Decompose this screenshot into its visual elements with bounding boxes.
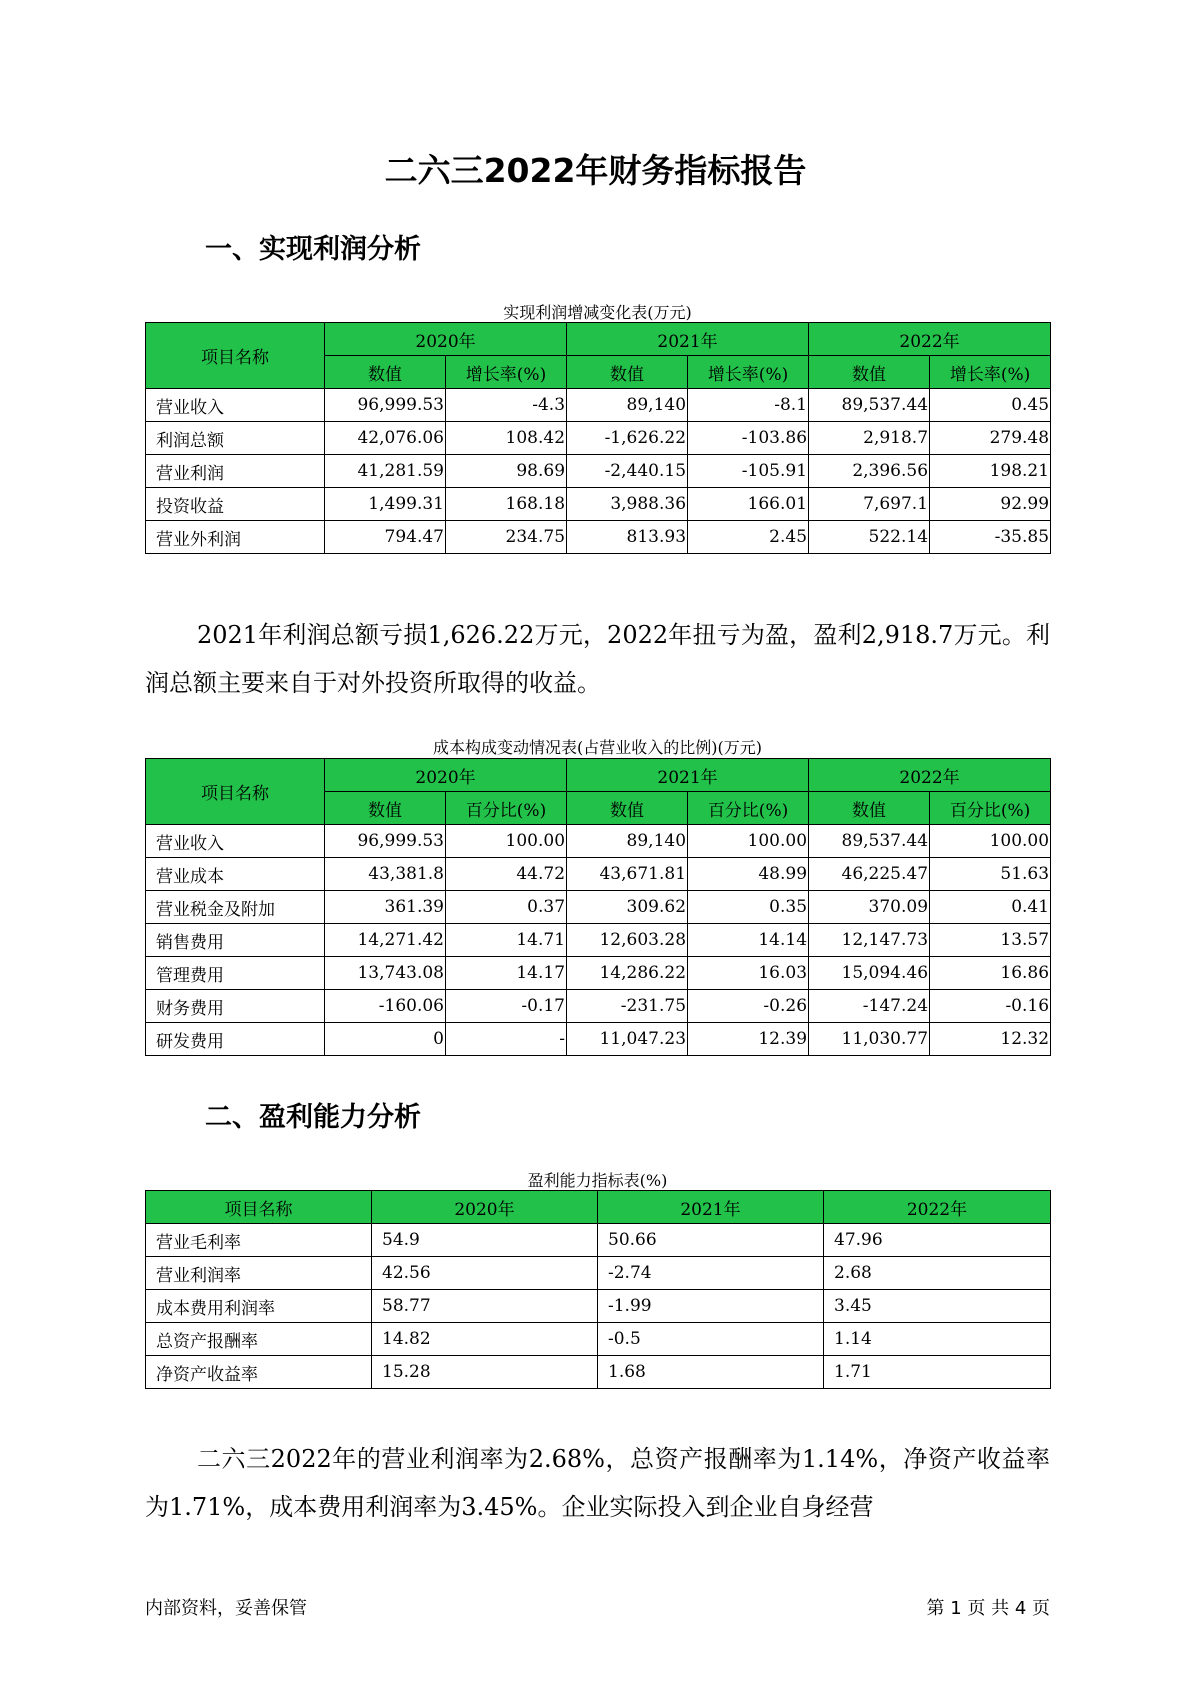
cost-structure-table xyxy=(145,758,1051,1056)
value-cell: 15.28 xyxy=(372,1356,598,1389)
value-cell: -160.06 xyxy=(325,990,446,1023)
value-cell: 0 xyxy=(325,1023,446,1056)
table-caption-profit-change: 实现利润增减变化表(万元) xyxy=(503,303,692,322)
value-cell: 42,076.06 xyxy=(325,422,446,455)
value-cell: 166.01 xyxy=(688,488,809,521)
table-row xyxy=(146,1290,1051,1323)
subheader-value: 数值 xyxy=(809,356,930,389)
subheader-value: 数值 xyxy=(567,356,688,389)
table-row xyxy=(146,521,1051,554)
value-cell: 370.09 xyxy=(809,891,930,924)
value-cell: 14,286.22 xyxy=(567,957,688,990)
header-year: 2020年 xyxy=(325,759,567,792)
table-row xyxy=(146,488,1051,521)
subheader-value: 数值 xyxy=(325,792,446,825)
value-cell: 234.75 xyxy=(446,521,567,554)
value-cell: -1,626.22 xyxy=(567,422,688,455)
value-cell: 89,140 xyxy=(567,825,688,858)
value-cell: 0.35 xyxy=(688,891,809,924)
value-cell: 14.71 xyxy=(446,924,567,957)
value-cell: 108.42 xyxy=(446,422,567,455)
value-cell: 12.32 xyxy=(930,1023,1051,1056)
subheader-percent: 百分比(%) xyxy=(688,792,809,825)
subheader-value: 数值 xyxy=(809,792,930,825)
header-year: 2021年 xyxy=(598,1191,824,1224)
value-cell: -0.17 xyxy=(446,990,567,1023)
row-label-cell: 营业利润 xyxy=(146,455,325,488)
header-year: 2022年 xyxy=(824,1191,1051,1224)
table-row xyxy=(146,825,1051,858)
value-cell: 42.56 xyxy=(372,1257,598,1290)
table-row xyxy=(146,1323,1051,1356)
row-label-cell: 成本费用利润率 xyxy=(146,1290,372,1323)
value-cell: 48.99 xyxy=(688,858,809,891)
header-year: 2022年 xyxy=(809,323,1051,356)
row-label-cell: 管理费用 xyxy=(146,957,325,990)
row-label-cell: 总资产报酬率 xyxy=(146,1323,372,1356)
value-cell: -103.86 xyxy=(688,422,809,455)
value-cell: 361.39 xyxy=(325,891,446,924)
value-cell: -0.26 xyxy=(688,990,809,1023)
value-cell: 50.66 xyxy=(598,1224,824,1257)
header-year: 2021年 xyxy=(567,323,809,356)
value-cell: 0.45 xyxy=(930,389,1051,422)
value-cell: 2.68 xyxy=(824,1257,1051,1290)
header-year: 2021年 xyxy=(567,759,809,792)
value-cell: 12.39 xyxy=(688,1023,809,1056)
row-label-cell: 营业成本 xyxy=(146,858,325,891)
value-cell: 14.17 xyxy=(446,957,567,990)
value-cell: 198.21 xyxy=(930,455,1051,488)
header-year: 2020年 xyxy=(372,1191,598,1224)
value-cell: 89,140 xyxy=(567,389,688,422)
row-label-cell: 投资收益 xyxy=(146,488,325,521)
value-cell: -147.24 xyxy=(809,990,930,1023)
value-cell: 98.69 xyxy=(446,455,567,488)
table-row xyxy=(146,924,1051,957)
row-label-cell: 营业利润率 xyxy=(146,1257,372,1290)
value-cell: -1.99 xyxy=(598,1290,824,1323)
value-cell: 1.71 xyxy=(824,1356,1051,1389)
table-row xyxy=(146,957,1051,990)
value-cell: -4.3 xyxy=(446,389,567,422)
value-cell: 2,396.56 xyxy=(809,455,930,488)
subheader-growth: 增长率(%) xyxy=(930,356,1051,389)
header-item-name: 项目名称 xyxy=(146,323,325,389)
row-label-cell: 净资产收益率 xyxy=(146,1356,372,1389)
value-cell: -2,440.15 xyxy=(567,455,688,488)
value-cell: 51.63 xyxy=(930,858,1051,891)
value-cell: 41,281.59 xyxy=(325,455,446,488)
value-cell: 46,225.47 xyxy=(809,858,930,891)
value-cell: 47.96 xyxy=(824,1224,1051,1257)
value-cell: 16.86 xyxy=(930,957,1051,990)
row-label-cell: 销售费用 xyxy=(146,924,325,957)
value-cell: 54.9 xyxy=(372,1224,598,1257)
value-cell: 43,671.81 xyxy=(567,858,688,891)
subheader-percent: 百分比(%) xyxy=(930,792,1051,825)
value-cell: 14.82 xyxy=(372,1323,598,1356)
value-cell: 2.45 xyxy=(688,521,809,554)
value-cell: 1.14 xyxy=(824,1323,1051,1356)
profit-analysis-paragraph: 2021年利润总额亏损1,626.22万元，2022年扭亏为盈，盈利2,918.7万元。利润总额主要来自于对外投资所取得的收益。 xyxy=(145,621,1050,697)
page-title: 二六三2022年财务指标报告 xyxy=(384,151,807,190)
value-cell: -2.74 xyxy=(598,1257,824,1290)
value-cell: 15,094.46 xyxy=(809,957,930,990)
row-label-cell: 营业收入 xyxy=(146,389,325,422)
row-label-cell: 财务费用 xyxy=(146,990,325,1023)
profitability-paragraph: 二六三2022年的营业利润率为2.68%，总资产报酬率为1.14%，净资产收益率为1.71%，成本费用利润率为3.45%。企业实际投入到企业自身经营 xyxy=(145,1445,1050,1521)
value-cell: -8.1 xyxy=(688,389,809,422)
value-cell: 43,381.8 xyxy=(325,858,446,891)
value-cell: -35.85 xyxy=(930,521,1051,554)
footer-page-number: 第 1 页 共 4 页 xyxy=(926,1598,1050,1619)
value-cell: 16.03 xyxy=(688,957,809,990)
value-cell: -231.75 xyxy=(567,990,688,1023)
value-cell: 279.48 xyxy=(930,422,1051,455)
value-cell: 13.57 xyxy=(930,924,1051,957)
table-row xyxy=(146,455,1051,488)
header-year: 2022年 xyxy=(809,759,1051,792)
value-cell: 100.00 xyxy=(688,825,809,858)
value-cell: 12,603.28 xyxy=(567,924,688,957)
row-label-cell: 营业税金及附加 xyxy=(146,891,325,924)
section-heading-profit: 一、实现利润分析 xyxy=(205,234,421,265)
value-cell: -0.16 xyxy=(930,990,1051,1023)
table-row xyxy=(146,1356,1051,1389)
value-cell: 309.62 xyxy=(567,891,688,924)
table-row xyxy=(146,1257,1051,1290)
value-cell: 813.93 xyxy=(567,521,688,554)
value-cell: 3.45 xyxy=(824,1290,1051,1323)
profit-change-table xyxy=(145,322,1051,554)
value-cell: 522.14 xyxy=(809,521,930,554)
subheader-value: 数值 xyxy=(567,792,688,825)
value-cell: 13,743.08 xyxy=(325,957,446,990)
profitability-table xyxy=(145,1190,1051,1389)
value-cell: 0.37 xyxy=(446,891,567,924)
table-row xyxy=(146,1224,1051,1257)
row-label-cell: 营业外利润 xyxy=(146,521,325,554)
table-row xyxy=(146,422,1051,455)
subheader-growth: 增长率(%) xyxy=(688,356,809,389)
value-cell: 44.72 xyxy=(446,858,567,891)
value-cell: 0.41 xyxy=(930,891,1051,924)
value-cell: 100.00 xyxy=(930,825,1051,858)
value-cell: 1,499.31 xyxy=(325,488,446,521)
value-cell: 96,999.53 xyxy=(325,825,446,858)
section-heading-profitability: 二、盈利能力分析 xyxy=(205,1102,421,1133)
row-label-cell: 营业收入 xyxy=(146,825,325,858)
value-cell: 794.47 xyxy=(325,521,446,554)
row-label-cell: 营业毛利率 xyxy=(146,1224,372,1257)
table-row xyxy=(146,990,1051,1023)
value-cell: 89,537.44 xyxy=(809,389,930,422)
footer-confidential: 内部资料，妥善保管 xyxy=(145,1598,307,1619)
value-cell: -0.5 xyxy=(598,1323,824,1356)
value-cell: 3,988.36 xyxy=(567,488,688,521)
value-cell: 7,697.1 xyxy=(809,488,930,521)
row-label-cell: 研发费用 xyxy=(146,1023,325,1056)
value-cell: -105.91 xyxy=(688,455,809,488)
row-label-cell: 利润总额 xyxy=(146,422,325,455)
header-year: 2020年 xyxy=(325,323,567,356)
value-cell: 12,147.73 xyxy=(809,924,930,957)
table-row xyxy=(146,1023,1051,1056)
header-item-name: 项目名称 xyxy=(146,1191,372,1224)
table-row xyxy=(146,891,1051,924)
table-row xyxy=(146,389,1051,422)
value-cell: 96,999.53 xyxy=(325,389,446,422)
value-cell: - xyxy=(446,1023,567,1056)
value-cell: 11,047.23 xyxy=(567,1023,688,1056)
subheader-growth: 增长率(%) xyxy=(446,356,567,389)
table-caption-cost-structure: 成本构成变动情况表(占营业收入的比例)(万元) xyxy=(433,738,762,757)
value-cell: 58.77 xyxy=(372,1290,598,1323)
value-cell: 14.14 xyxy=(688,924,809,957)
header-item-name: 项目名称 xyxy=(146,759,325,825)
value-cell: 14,271.42 xyxy=(325,924,446,957)
value-cell: 11,030.77 xyxy=(809,1023,930,1056)
value-cell: 92.99 xyxy=(930,488,1051,521)
value-cell: 1.68 xyxy=(598,1356,824,1389)
value-cell: 89,537.44 xyxy=(809,825,930,858)
value-cell: 168.18 xyxy=(446,488,567,521)
table-row xyxy=(146,858,1051,891)
subheader-value: 数值 xyxy=(325,356,446,389)
value-cell: 2,918.7 xyxy=(809,422,930,455)
value-cell: 100.00 xyxy=(446,825,567,858)
table-caption-profitability: 盈利能力指标表(%) xyxy=(527,1171,668,1190)
subheader-percent: 百分比(%) xyxy=(446,792,567,825)
